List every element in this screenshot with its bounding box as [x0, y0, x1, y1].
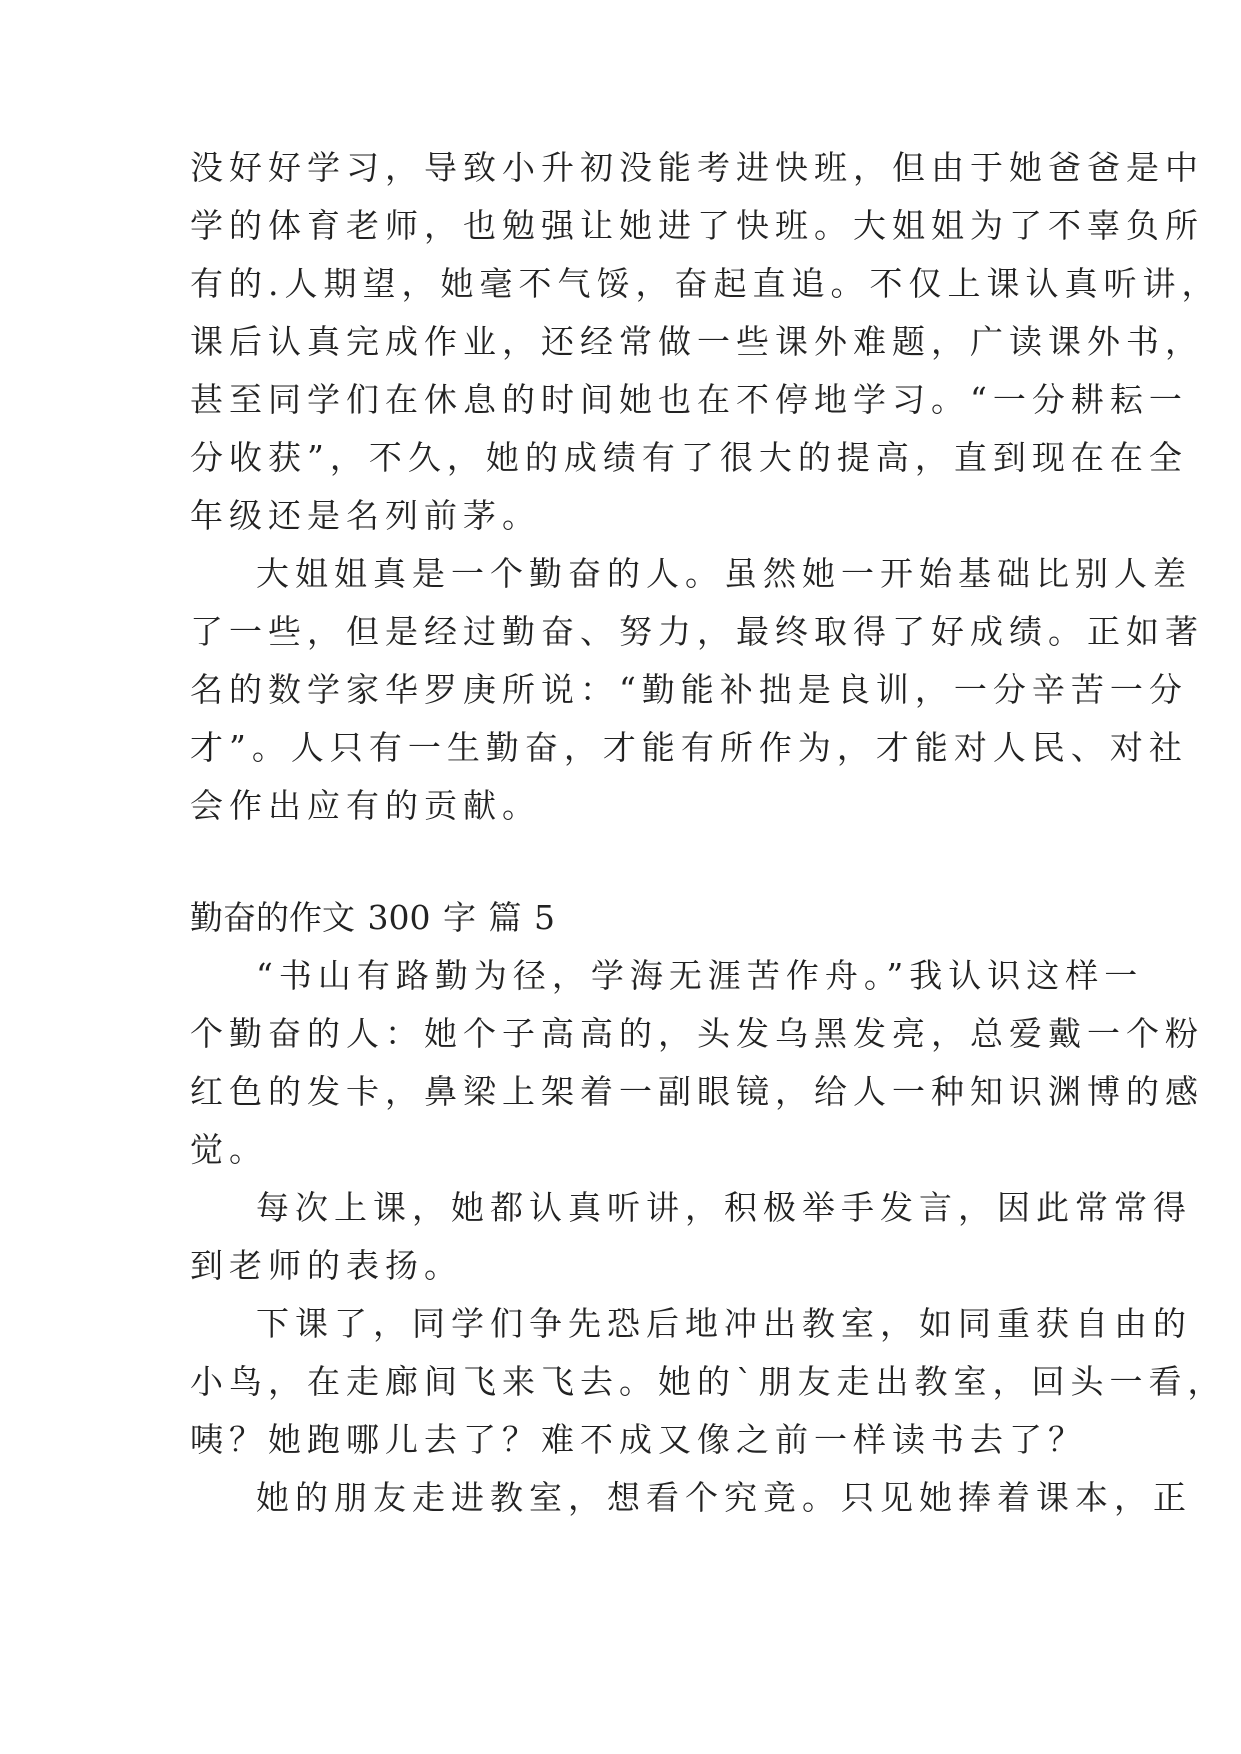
text-line: 名的数学家华罗庚所说：“勤能补拙是良训，一分辛苦一分 [190, 670, 1188, 709]
text-line: 甚至同学们在休息的时间她也在不停地学习。“一分耕耘一 [190, 380, 1188, 419]
text-line: 觉。 [190, 1130, 268, 1169]
text-line: 年级还是名列前茅。 [190, 496, 541, 535]
text-line: 咦？她跑哪儿去了？难不成又像之前一样读书去了？ [190, 1420, 1087, 1459]
text-line: 了一些，但是经过勤奋、努力，最终取得了好成绩。正如著 [190, 612, 1204, 651]
text-line: 分收获”，不久，她的成绩有了很大的提高，直到现在在全 [190, 438, 1188, 477]
text-line: 红色的发卡，鼻梁上架着一副眼镜，给人一种知识渊博的感 [190, 1072, 1204, 1111]
text-line: 课后认真完成作业，还经常做一些课外难题，广读课外书， [190, 322, 1204, 361]
text-line: 小鸟，在走廊间飞来飞去。她的`朋友走出教室，回头一看， [190, 1362, 1227, 1401]
paragraph-start: 下课了，同学们争先恐后地冲出教室，如同重获自由的 [256, 1304, 1192, 1343]
text-line: 个勤奋的人：她个子高高的，头发乌黑发亮，总爱戴一个粉 [190, 1014, 1204, 1053]
paragraph-start: 她的朋友走进教室，想看个究竟。只见她捧着课本，正 [256, 1478, 1192, 1517]
paragraph-start: 每次上课，她都认真听讲，积极举手发言，因此常常得 [256, 1188, 1192, 1227]
section-heading: 勤奋的作文 300 字 篇 5 [190, 898, 555, 937]
text-line: 会作出应有的贡献。 [190, 786, 541, 825]
paragraph-start: 大姐姐真是一个勤奋的人。虽然她一开始基础比别人差 [256, 554, 1192, 593]
text-line: 到老师的表扬。 [190, 1246, 463, 1285]
text-line: 才”。人只有一生勤奋，才能有所作为，才能对人民、对社 [190, 728, 1188, 767]
text-line: 没好好学习，导致小升初没能考进快班，但由于她爸爸是中 [190, 148, 1204, 187]
text-line: 有的.人期望，她毫不气馁，奋起直追。不仅上课认真听讲， [190, 264, 1221, 303]
paragraph-start: “书山有路勤为径，学海无涯苦作舟。”我认识这样一 [256, 956, 1144, 995]
text-line: 学的体育老师，也勉强让她进了快班。大姐姐为了不辜负所 [190, 206, 1204, 245]
